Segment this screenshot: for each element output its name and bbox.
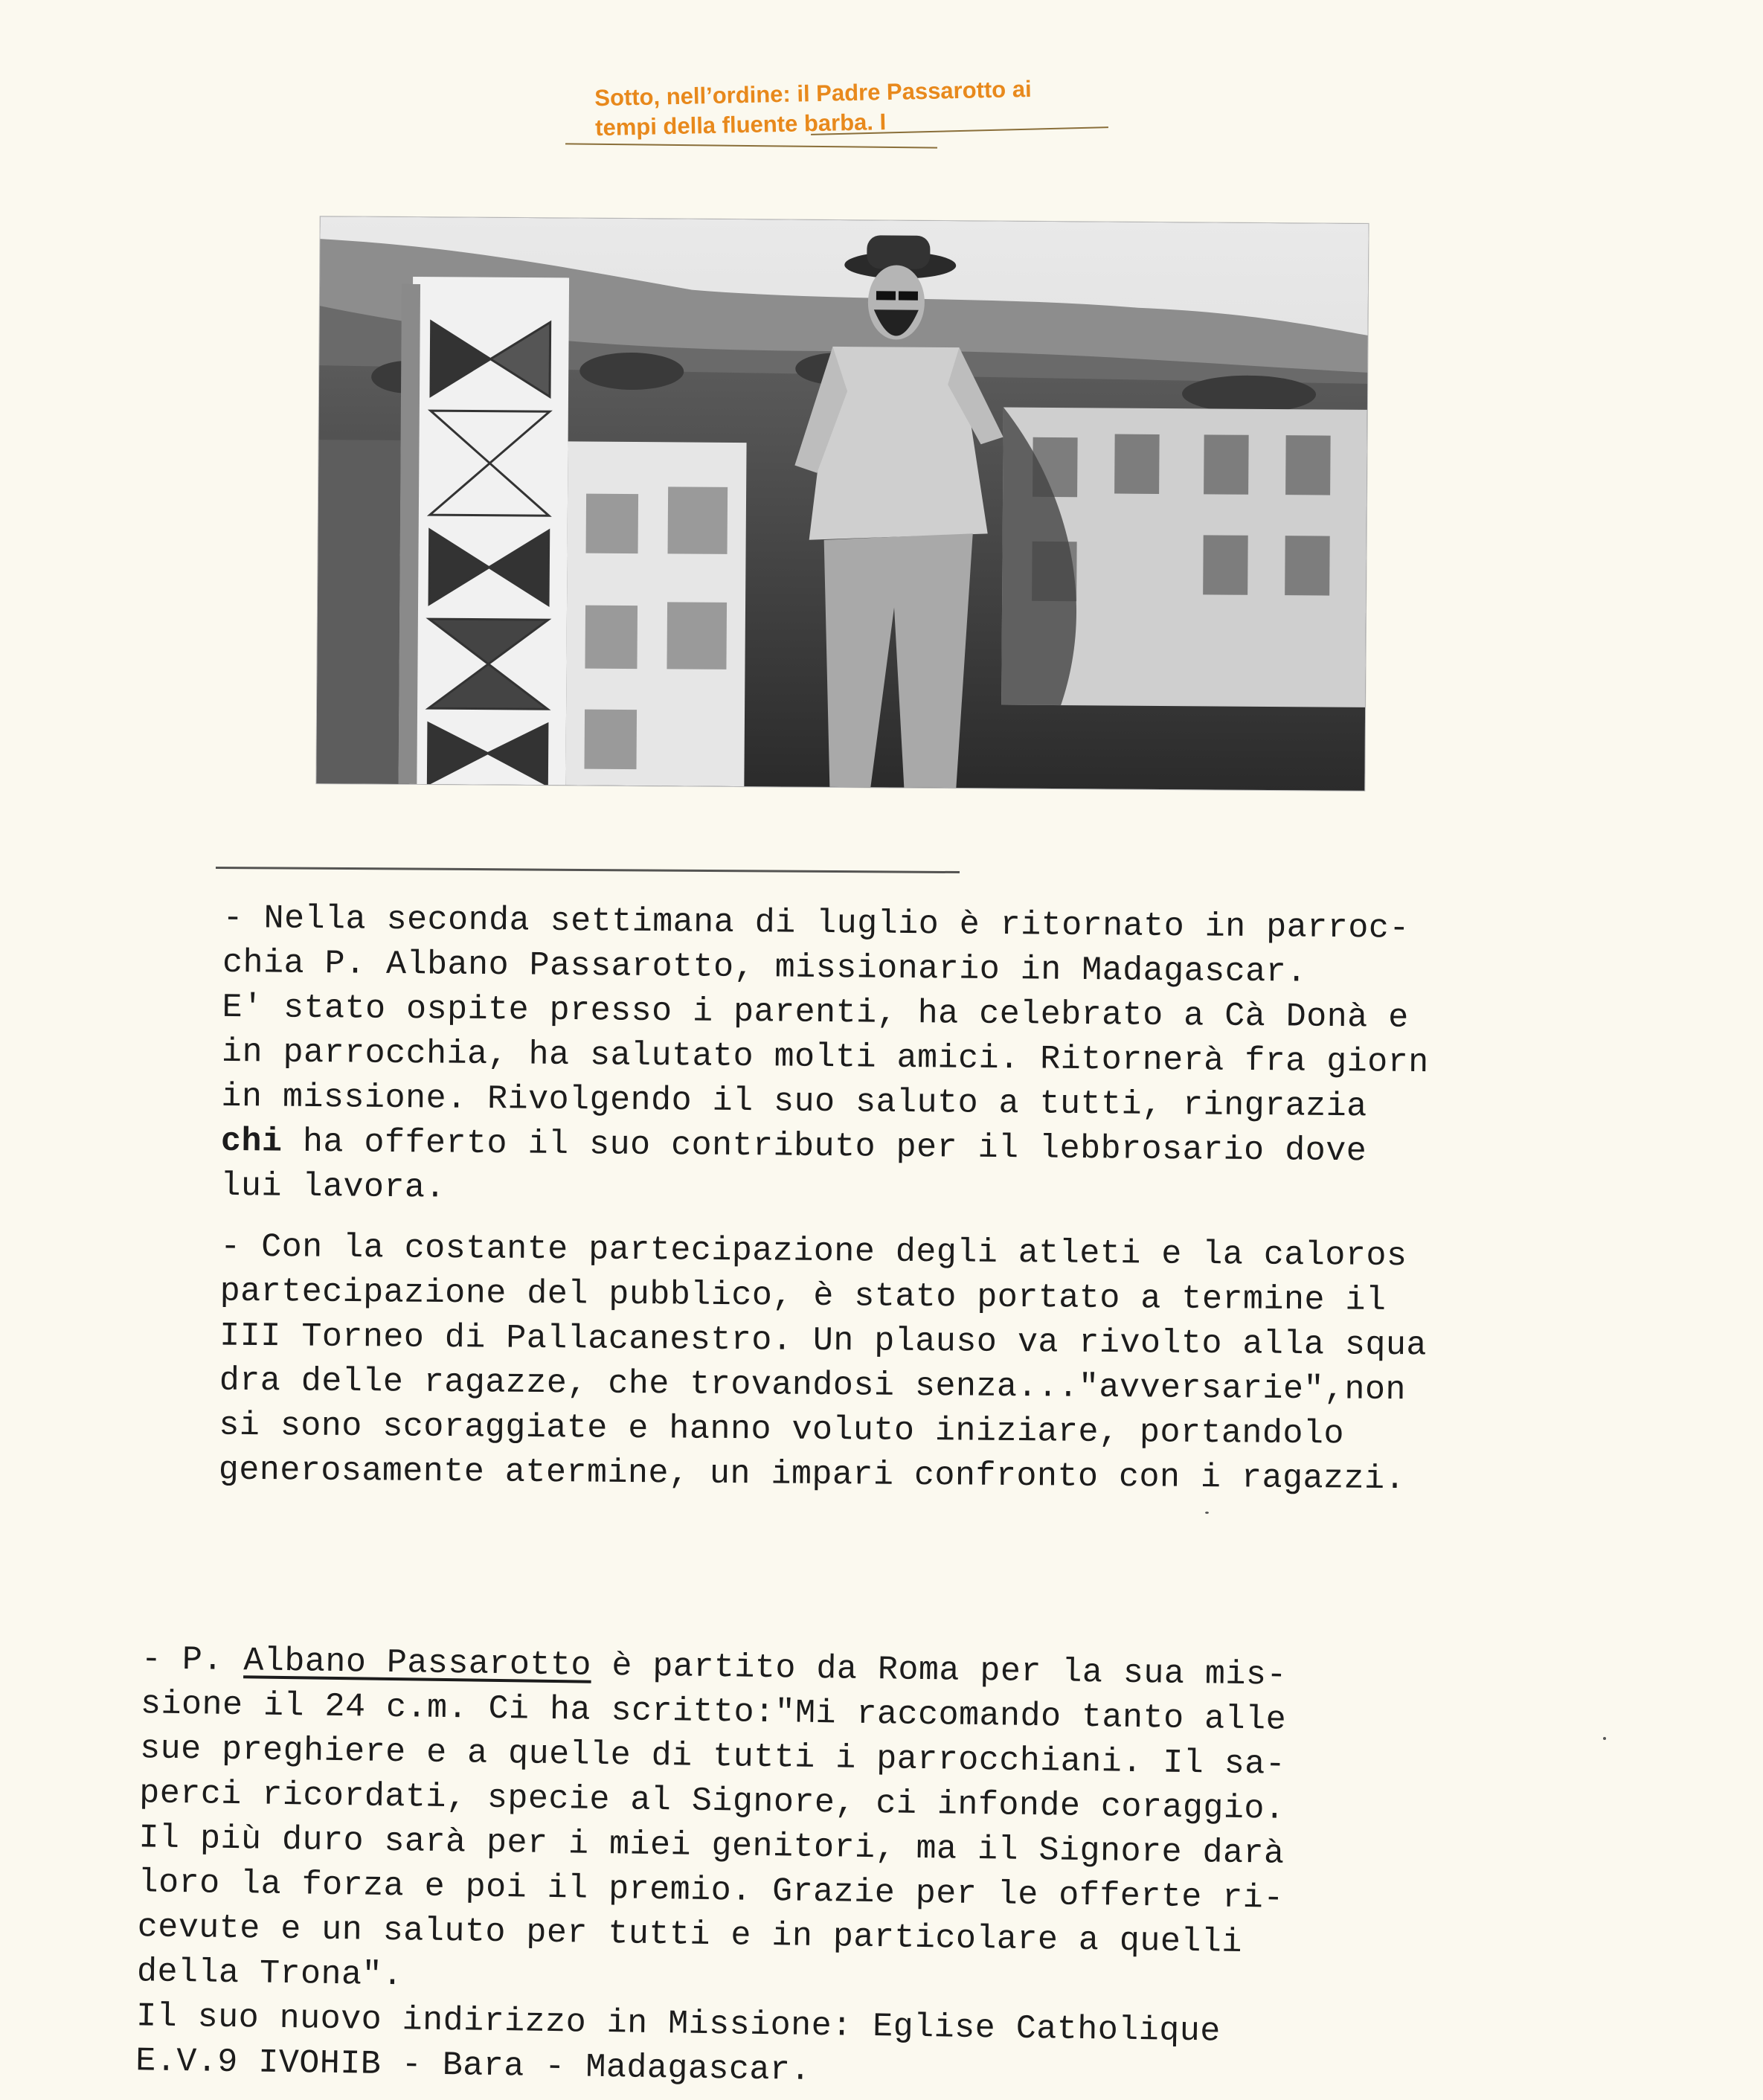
text-line: della Trona". [136,1953,403,1995]
text-line: E.V.9 IVOHIB - Bara - Madagascar. [135,2042,812,2090]
text-line: perci ricordati, specie al Signore, ci infonde coraggio. [138,1774,1285,1828]
text-line: loro la forza e poi il premio. Grazie per le offerte ri- [138,1863,1285,1918]
underlined-name: Albano Passarotto [243,1642,592,1685]
text-line: partecipazione del pubblico, è stato portato a termine il [219,1272,1387,1320]
text-line: - Con la costante partecipazione degli atleti e la caloros [220,1227,1407,1276]
text-line: sue preghiere e a quelle di tutti i parrocchiani. Il sa- [139,1730,1286,1784]
article-basketball-tournament [219,1225,1428,1503]
text-line: sione il 24 c.m. Ci ha scritto:"Mi raccomando tanto alle [140,1685,1287,1739]
text-line: - Nella seconda settimana di luglio è ritornato in parroc- [222,899,1410,948]
text-line: chia P. Albano Passarotto, missionario in Madagascar. [222,943,1307,992]
text-line: III Torneo di Pallacanestro. Un plauso va rivolto alla squa [219,1317,1428,1365]
text-line: dra delle ragazze, che trovandosi senza..."avversarie",non [219,1361,1407,1410]
photo-missionary-icon [316,216,1368,791]
text-line: si sono scoraggiate e hanno voluto iniziare, portandolo [219,1406,1345,1454]
missionary-photo [316,216,1368,791]
article-departure-letter [135,1637,1287,2099]
article-return-visit [220,896,1430,1219]
text-line: Il più duro sarà per i miei genitori, ma il Signore darà [138,1819,1285,1873]
text-line: lui lavora. [220,1166,446,1207]
text-line: E' stato ospite presso i parenti, ha celebrato a Cà Donà e [222,988,1409,1037]
text-line: generosamente atermine, un impari confronto con i ragazzi. [218,1451,1406,1499]
text-fragment: - P. [141,1640,244,1680]
section-divider [216,867,960,873]
text-line: in parrocchia, ha salutato molti amici. Ritornerà fra giorn [221,1033,1429,1082]
text-fragment: è partito da Roma per la sua mis- [591,1646,1288,1695]
text-line: Il suo nuovo indirizzo in Missione: Eglise Catholique [135,1997,1221,2051]
clipping-line-2: tempi della fluente barba. I [594,109,887,141]
text-line: cevute e un saluto per tutti e in particolare a quelli [137,1908,1243,1962]
speck-mark [1205,1512,1209,1514]
clipping-caption [594,73,1109,165]
clipping-line-1: Sotto, nell’ordine: il Padre Passarotto ai [594,75,1032,112]
bold-word: chi [220,1122,283,1161]
speck-mark [1603,1737,1606,1740]
text-line: in missione. Rivolgendo il suo saluto a tutti, ringrazia [221,1077,1367,1126]
text-fragment: ha offerto il suo contributo per il lebbrosario dove [282,1123,1367,1171]
